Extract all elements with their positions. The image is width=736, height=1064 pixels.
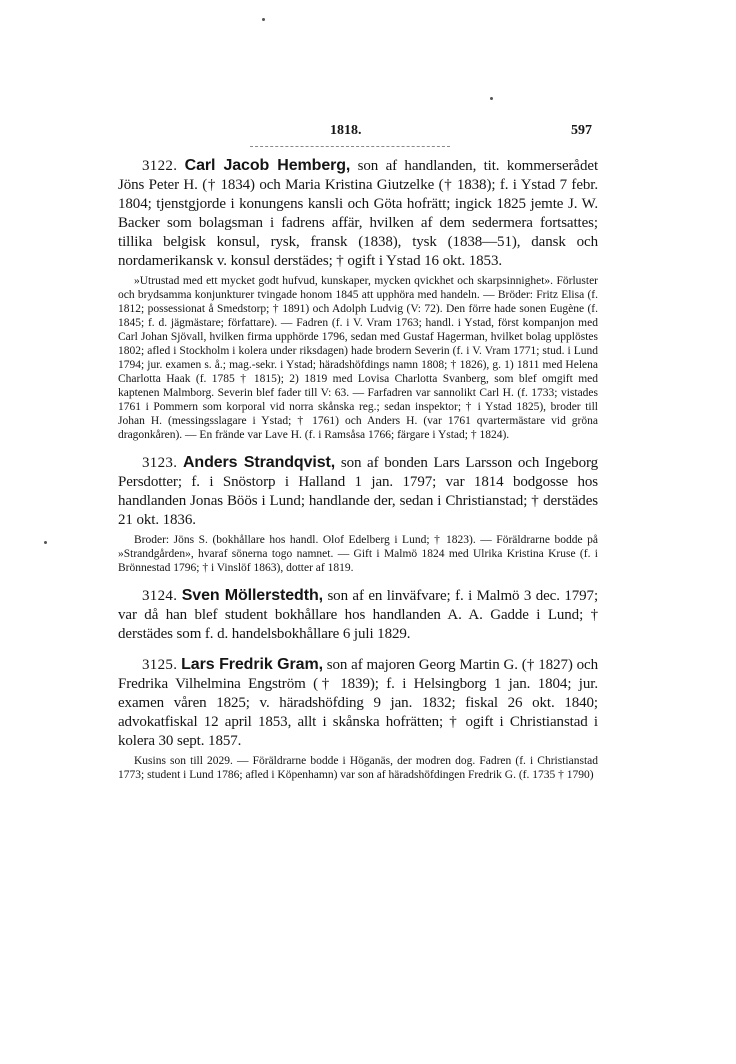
entry-note: Broder: Jöns S. (bokhållare hos handl. Olof Edelberg i Lund; † 1823). — Föräldrarne bodde på »Strandgården», hvaraf sönerna togo namnet. — Gift i Malmö 1824 med Ulrika Kristina Kruse (f. i Brönnestad 1796; † i Vinslöf 1863), dotter af 1819. [118,534,598,574]
page-body [118,156,598,782]
entry-text: son af bonden Lars Larsson och Ingeborg Persdotter; f. i Snöstorp i Halland 1 jan. 1797; var 1814 bodgosse hos handlanden Jonas Böös i Lund; handlande der, sedan i Christianstad; † derstädes 21 okt. 1836. [118,455,599,528]
page-number: 597 [571,123,592,138]
entry-number: 3122. [142,158,178,174]
entry-paragraph [118,453,598,530]
scan-speck [44,541,47,544]
scan-speck [262,18,265,21]
entry-name: Anders Strandqvist, [182,454,336,471]
entry-number: 3124. [142,588,178,604]
header-divider [250,146,450,147]
entry-text: son af handlanden, tit. kommerserådet Jöns Peter H. († 1834) och Maria Kristina Giutzelke († 1838); f. i Ystad 7 febr. 1804; tjenstgjorde i konungens kansli och Göta hofrätt; ingick 1825 jemte J. W. Backer som bolagsman i fadrens affär, hvilken af dem sedermera fortsattes; tillika belgisk konsul, rysk, fransk (1838), tysk (1838—51), dansk och nordamerikansk v. konsul derstädes; † ogift i Ystad 16 okt. 1853. [118,158,599,269]
entry-name: Lars Fredrik Gram, [181,656,323,673]
entry-paragraph [118,655,598,751]
header-year: 1818. [330,123,362,138]
biography-entry [118,156,598,442]
page-header [118,123,598,141]
entry-name: Sven Möllerstedth, [181,587,323,604]
entry-note: Kusins son till 2029. — Föräldrarne bodde i Höganäs, der modren dog. Fadren (f. i Christianstad 1773; student i Lund 1786; afled i Köpenhamn) var son af häradshöfdingen Fredrik G. (f. 1735 † 1790) [118,755,598,781]
entry-paragraph [118,586,598,644]
entry-text: son af en linväfvare; f. i Malmö 3 dec. 1797; var då han blef student bokhållare hos handlanden A. A. Gadde i Lund; † derstädes som f. d. handelsbokhållare 6 juli 1829. [118,588,599,642]
entry-name: Carl Jacob Hemberg, [184,157,351,174]
biography-entry [118,453,598,575]
scan-speck [490,97,493,100]
biography-entry [118,586,598,644]
entry-note: »Utrustad med ett mycket godt hufvud, kunskaper, mycken qvickhet och skarpsinnighet». Förluster och brydsamma konjunkturer tvingade honom 1845 att upphöra med handeln. — Bröder: Fritz Elisa (f. 1812; possessionat å Smedstorp; † 1891) och Adolph Ludvig (V: 72). Den förre hade sonen Eugène (f. 1845; f. d. jägmästare; författare). — Fadren (f. i V. Vram 1763; handl. i Ystad, först kompanjon med Carl Johan Sjövall, hvilken firma upphörde 1796, sedan med Gustaf Hagerman, hvilket bolag upplöstes 1802; afled i Stockholm i kolera under riksdagen) hade brodern Severin (f. i V. Vram 1771; stud. i Lund 1794; jur. examen s. å.; mag.-sekr. i Ystad; häradshöfdings namn 1808; † 1826), g. 1) 1811 med Helena Charlotta Haak (f. 1785 † 1815); 2) 1819 med Lovisa Charlotta Svanberg, som blef omgift med kaptenen Malmborg. Severin blef fader till V: 63. — Farfadren var sannolikt Carl H. (f. 1733; vistades 1761 i Pommern som korporal vid norra skånska reg.; sedan inspektor; † i Ystad 1825), broder till Johan H. (messingsslagare i Ystad; † 1761) och Anders H. (var 1761 qvartermästare vid gröna dragonkåren). — En frände var Lave H. (f. i Ramsåsa 1766; färgare i Ystad; † 1824). [118,275,598,441]
entry-paragraph [118,156,598,271]
entry-text: son af majoren Georg Martin G. († 1827) och Fredrika Vilhelmina Engström († 1839); f. i Helsingborg 1 jan. 1804; jur. examen våren 1825; v. häradshöfding 9 jan. 1832; fiskal 26 okt. 1840; advokatfiskal 12 april 1853, allt i skånska hofrätten; † ogift i Christianstad i kolera 30 sept. 1857. [118,657,598,749]
entry-number: 3125. [142,657,178,673]
entry-number: 3123. [142,455,178,471]
biography-entry [118,655,598,782]
